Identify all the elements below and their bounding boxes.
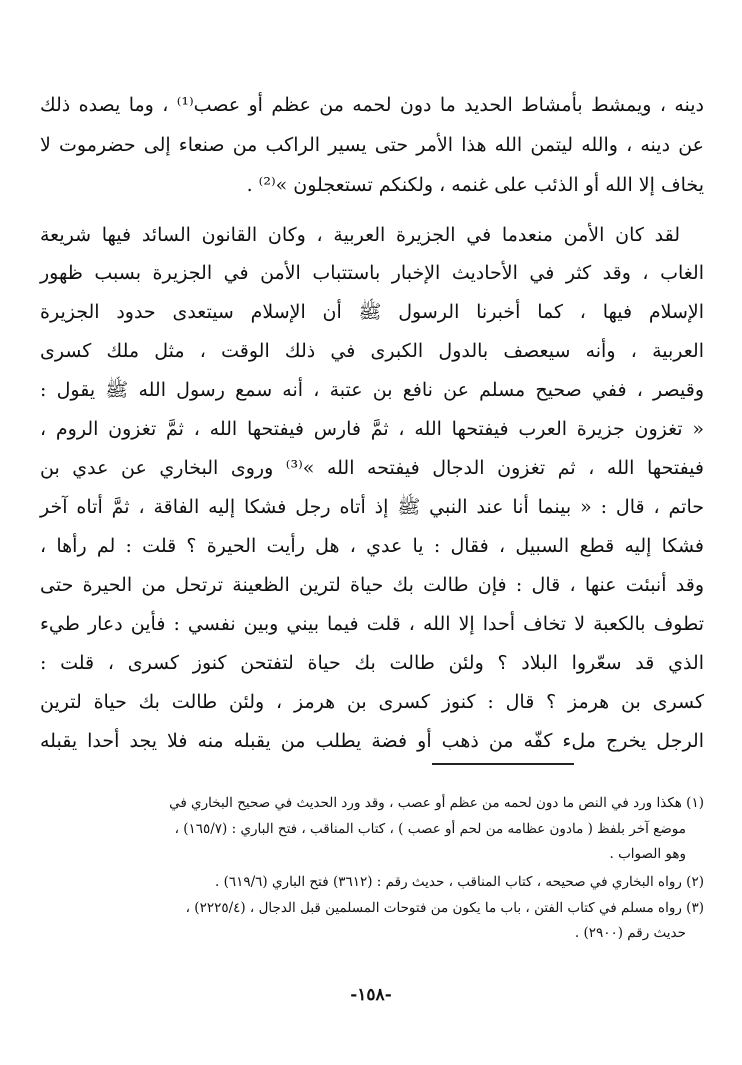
body-line: دينه ، ويمشط بأمشاط الحديد ما دون لحمه من عظم أو عصب⁽¹⁾ ، وما يصده ذلك bbox=[40, 94, 704, 116]
body-line: الغاب ، وقد كثر في الأحاديث الإخبار باستتباب الأمن في الجزيرة بسبب ظهور bbox=[40, 262, 704, 284]
body-line: فيفتحها الله ، ثم تغزون الدجال فيفتحه الله »⁽³⁾ وروى البخاري عن عدي بن bbox=[40, 457, 704, 479]
body-line: « تغزون جزيرة العرب فيفتحها الله ، ثمَّ فارس فيفتحها الله ، ثمَّ تغزون الروم ، bbox=[40, 418, 704, 440]
footnote-line: (٣) رواه مسلم في كتاب الفتن ، باب ما يكون من فتوحات المسلمين قبل الدجال ، (٢٢٢٥/٤) ، bbox=[185, 900, 704, 916]
footnote-line: (٢) رواه البخاري في صحيحه ، كتاب المناقب ، حديث رقم : (٣٦١٢) فتح الباري (٦١٩/٦) . bbox=[215, 874, 704, 890]
footnote-separator bbox=[432, 763, 574, 765]
footnote-line: حديث رقم (٢٩٠٠) . bbox=[574, 925, 686, 941]
body-line: وقد أنبئت عنها ، قال : فإن طالت بك حياة لترين الظعينة ترتحل من الحيرة حتى bbox=[40, 574, 704, 596]
body-line: يخاف إلا الله أو الذئب على غنمه ، ولكنكم تستعجلون »⁽²⁾ . bbox=[246, 174, 704, 196]
body-line: حاتم ، قال : « بينما أنا عند النبي ﷺ إذ أتاه رجل فشكا إليه الفاقة ، ثمَّ أتاه آخر bbox=[40, 496, 704, 518]
footnote-line: موضع آخر بلفظ ( مادون عظامه من لحم أو عصب ) ، كتاب المناقب ، فتح الباري : (١٦٥/٧) ، bbox=[174, 821, 686, 837]
footnote-line: وهو الصواب . bbox=[609, 846, 686, 862]
body-line: لقد كان الأمن منعدما في الجزيرة العربية ، وكان القانون السائد فيها شريعة bbox=[40, 224, 680, 246]
footnote-line: (١) هكذا ورد في النص ما دون لحمه من عظم أو عصب ، وقد ورد الحديث في صحيح البخاري في bbox=[169, 795, 704, 811]
body-line: تطوف بالكعبة لا تخاف أحدا إلا الله ، قلت فيما بيني وبين نفسي : فأين دعار طيء bbox=[40, 613, 704, 635]
body-line: الإسلام فيها ، كما أخبرنا الرسول ﷺ أن الإسلام سيتعدى حدود الجزيرة bbox=[40, 301, 704, 323]
body-line: العربية ، وأنه سيعصف بالدول الكبرى في ذلك الوقت ، مثل ملك كسرى bbox=[40, 340, 704, 362]
body-line: فشكا إليه قطع السبيل ، فقال : يا عدي ، هل رأيت الحيرة ؟ قلت : لم رأها ، bbox=[40, 535, 704, 557]
body-line: عن دينه ، والله ليتمن الله هذا الأمر حتى يسير الراكب من صنعاء إلى حضرموت لا bbox=[40, 134, 704, 156]
page-number: -١٥٨- bbox=[350, 985, 392, 1005]
body-line: الرجل يخرج ملء كفّه من ذهب أو فضة يطلب من يقبله منه فلا يجد أحدا يقبله bbox=[40, 730, 704, 752]
body-line: كسرى بن هرمز ؟ قال : كنوز كسرى بن هرمز ، ولئن طالت بك حياة لترين bbox=[40, 691, 704, 713]
body-line: وقيصر ، ففي صحيح مسلم عن نافع بن عتبة ، أنه سمع رسول الله ﷺ يقول : bbox=[40, 379, 704, 401]
body-line: الذي قد سعّروا البلاد ؟ ولئن طالت بك حياة لتفتحن كنوز كسرى ، قلت : bbox=[40, 652, 704, 674]
